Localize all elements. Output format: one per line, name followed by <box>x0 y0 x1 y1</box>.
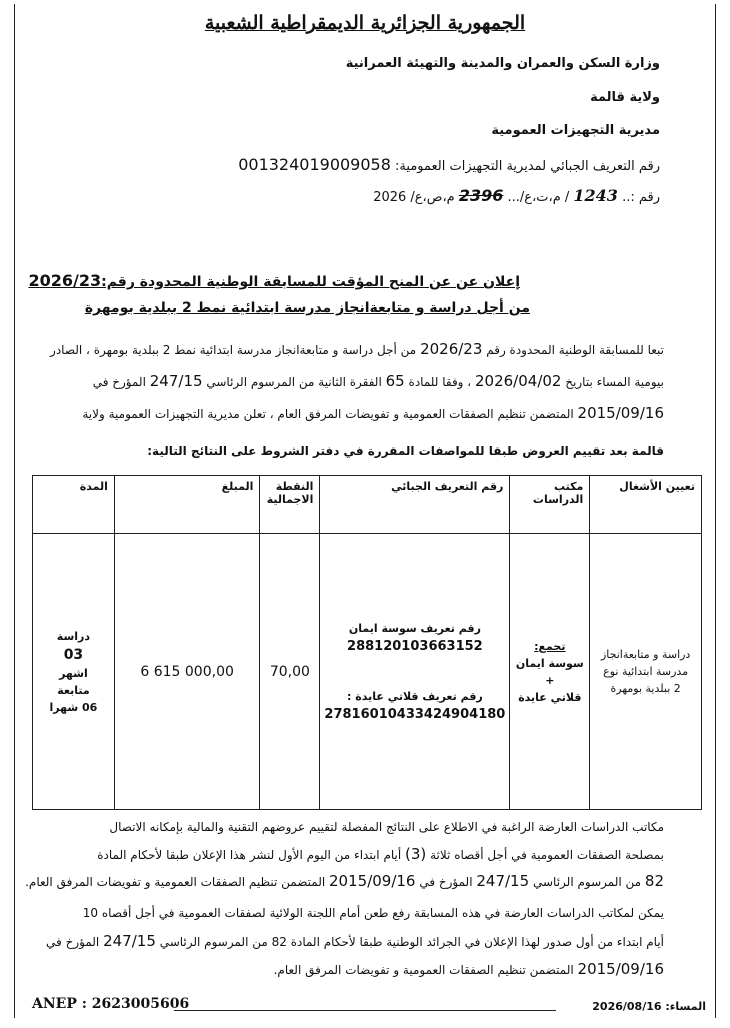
cell-amount: 6 615 000,00 <box>114 534 260 810</box>
header-duration: المدة <box>33 476 115 534</box>
ref-prefix: رقم :.. <box>622 190 660 205</box>
announcement-title: إعلان عن عن المنح المؤقت للمسابقة الوطنية المحدودة رقم:2026/23 <box>28 271 520 290</box>
closing-p1-line-2: بمصلحة الصفقات العمومية في أجل أقصاه ثلاثة (3) أيام ابتداء من اليوم الأول لنشر هذا الإعلان طبقا لأحكام المادة <box>97 845 664 863</box>
table-row <box>33 534 702 810</box>
tax-id-value: 001324019009058 <box>238 155 391 174</box>
closing-p2-line-3: 2015/09/16 المتضمن تنظيم الصفقات العمومية و تفويضات المرفق العام. <box>273 960 664 978</box>
tax-id-line <box>238 155 660 174</box>
closing-p2-line-1: يمكن لمكاتب الدراسات العارضة في هذه المسابقة رفع طعن أمام اللجنة الولائية لصفقات العمومية في أجل أقصاه 10 <box>82 906 664 920</box>
announcement-subtitle: من أجل دراسة و متابعةانجاز مدرسة ابتدائية نمط 2 ببلدية بومهرة <box>84 300 530 316</box>
header-amount: المبلغ <box>114 476 260 534</box>
cell-score: 70,00 <box>260 534 320 810</box>
republic-title: الجمهورية الجزائرية الديمقراطية الشعبية <box>204 12 526 34</box>
tax-id-label: رقم التعريف الجبائي لمديرية التجهيزات العمومية: <box>395 159 660 174</box>
cell-office: تجمع: سوسة ايمان + قلاتي عايدة <box>510 534 590 810</box>
directorate-line: مديرية التجهيزات العمومية <box>491 123 660 138</box>
header-office: مكتب الدراسات <box>510 476 590 534</box>
header-tax-id: رقم التعريف الجبائي <box>320 476 510 534</box>
table-header-row <box>33 476 702 534</box>
footer-divider <box>174 1010 556 1011</box>
wilaya-line: ولاية قالمة <box>590 90 660 105</box>
closing-p1-line-1: مكاتب الدراسات العارضة الراغبة في الاطلاع على النتائج المفصلة لتقييم عروضهم التقنية والمالية بإمكانه الاتصال <box>109 820 664 834</box>
intro-line-3: 2015/09/16 المتضمن تنظيم الصفقات العمومية و تفويضات المرفق العام ، تعلن مديرية التجهيزات العمومية ولاية <box>82 404 664 422</box>
header-score: النقطة الاجمالية <box>260 476 320 534</box>
ref-suffix: م،ص،ع/ 2026 <box>373 190 455 205</box>
closing-p2-line-2: أيام ابتداء من أول صدور لهذا الإعلان في الجرائد الوطنية طبقا لأحكام المادة 82 من المرسوم الرئاسي 247/15 المؤرخ في <box>46 932 664 950</box>
ref-middle: / م،ت،ع/... <box>507 190 570 205</box>
footer <box>14 998 716 1018</box>
ref-handwritten: 2396 <box>458 186 504 205</box>
results-table <box>32 475 702 810</box>
publication-date: المساء: 2026/08/16 <box>592 1000 706 1013</box>
ministry-line: وزارة السكن والعمران والمدينة والتهيئة العمرانية <box>345 56 660 71</box>
intro-line-2: بيومية المساء بتاريخ 2026/04/02 ، وفقا للمادة 65 الفقرة الثانية من المرسوم الرئاسي 247/15 المؤرخ في <box>92 372 664 390</box>
anep-number: ANEP : 2623005606 <box>32 996 190 1012</box>
cell-tax-ids: رقم تعريف سوسة ايمان 288120103663152 رقم تعريف قلاتي عايدة : 27816010433424904180 <box>320 534 510 810</box>
closing-p1-line-3: 82 من المرسوم الرئاسي 247/15 المؤرخ في 2015/09/16 المتضمن تنظيم الصفقات العمومية و تفويضات المرفق العام. <box>25 872 664 890</box>
reference-line <box>373 186 660 205</box>
intro-line-4: قالمة بعد تقييم العروض طبقا للمواصفات المقررة في دفتر الشروط على النتائج التالية: <box>147 444 664 458</box>
intro-line-1: تبعا للمسابقة الوطنية المحدودة رقم 2026/23 من أجل دراسة و متابعةانجاز مدرسة ابتدائية نمط 2 ببلدية بومهرة ، الصادر <box>50 340 664 358</box>
cell-designation: دراسة و متابعةانجاز مدرسة ابتدائية نوع 2 ببلدية بومهرة <box>590 534 702 810</box>
ref-number: 1243 <box>573 186 618 205</box>
header-designation: تعيين الأشغال <box>590 476 702 534</box>
cell-duration: دراسة 03 اشهر متابعة 06 شهرا <box>33 534 115 810</box>
competition-number: 2026/23 <box>28 271 102 290</box>
